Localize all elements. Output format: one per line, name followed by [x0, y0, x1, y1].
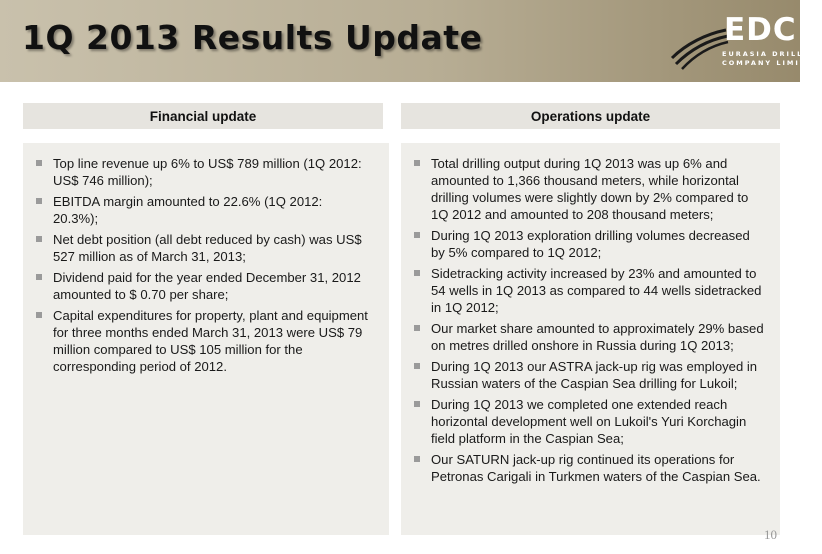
bullet-text: Capital expenditures for property, plant and equipment for three months ended March 31, 2013 were US$ 79 million compared to US$ 105 million for the corresponding period of 2012. — [53, 308, 368, 374]
bullet-square-icon — [414, 401, 420, 407]
bullet-square-icon — [414, 363, 420, 369]
bullet-text: During 1Q 2013 our ASTRA jack-up rig was employed in Russian waters of the Caspian Sea drilling for Lukoil; — [431, 359, 758, 391]
bullet-text: Total drilling output during 1Q 2013 was up 6% and amounted to 1,366 thousand meters, while horizontal drilling volumes were slightly down by 2% compared to 1Q 2012 and amounted to 208 thousand meters; — [431, 156, 749, 222]
bullet-square-icon — [36, 198, 42, 204]
bullet-text: EBITDA margin amounted to 22.6% (1Q 2012: 20.3%); — [53, 194, 323, 226]
bullet-square-icon — [414, 456, 420, 462]
bullet-item — [431, 155, 766, 223]
operations-panel — [401, 143, 780, 535]
bullet-square-icon — [414, 270, 420, 276]
bullet-text: Net debt position (all debt reduced by cash) was US$ 527 million as of March 31, 2013; — [53, 232, 362, 264]
bullet-text: Our market share amounted to approximately 29% based on metres drilled onshore in Russia during 1Q 2013; — [431, 321, 764, 353]
bullet-item — [431, 265, 766, 316]
financial-panel — [23, 143, 389, 535]
bullet-item — [431, 320, 766, 354]
bullet-item — [53, 193, 369, 227]
bullet-item — [431, 451, 766, 485]
bullet-text: During 1Q 2013 we completed one extended reach horizontal development well on Lukoil's Yuri Korchagin field platform in the Caspian Sea; — [431, 397, 747, 446]
bullet-text: Our SATURN jack-up rig continued its operations for Petronas Carigali in Turkmen waters of the Caspian Sea. — [431, 452, 761, 484]
bullet-text: Dividend paid for the year ended December 31, 2012 amounted to $ 0.70 per share; — [53, 270, 361, 302]
financial-heading: Financial update — [23, 103, 383, 129]
bullet-square-icon — [36, 160, 42, 166]
bullet-item — [53, 307, 369, 375]
logo-subtitle-line1: EURASIA DRILLING — [722, 50, 822, 58]
bullet-text: During 1Q 2013 exploration drilling volumes decreased by 5% compared to 1Q 2012; — [431, 228, 750, 260]
financial-bullet-list — [23, 143, 389, 375]
page-number: 10 — [764, 527, 777, 542]
page-title: 1Q 2013 Results Update — [22, 18, 483, 57]
bullet-item — [431, 358, 766, 392]
bullet-text: Sidetracking activity increased by 23% and amounted to 54 wells in 1Q 2013 as compared to 44 wells sidetracked in 1Q 2012; — [431, 266, 762, 315]
header-band — [0, 0, 822, 82]
logo-subtitle-line2: COMPANY LIMITED — [722, 59, 821, 67]
operations-bullet-list — [401, 143, 780, 485]
bullet-item — [53, 155, 369, 189]
bullet-square-icon — [36, 274, 42, 280]
bullet-square-icon — [36, 236, 42, 242]
bullet-square-icon — [414, 232, 420, 238]
bullet-item — [431, 396, 766, 447]
bullet-square-icon — [414, 325, 420, 331]
bullet-item — [53, 269, 369, 303]
bullet-square-icon — [414, 160, 420, 166]
operations-heading: Operations update — [401, 103, 780, 129]
bullet-item — [53, 231, 369, 265]
bullet-item — [431, 227, 766, 261]
logo-wordmark: EDC — [724, 12, 797, 48]
bullet-square-icon — [36, 312, 42, 318]
bullet-text: Top line revenue up 6% to US$ 789 million (1Q 2012: US$ 746 million); — [53, 156, 362, 188]
